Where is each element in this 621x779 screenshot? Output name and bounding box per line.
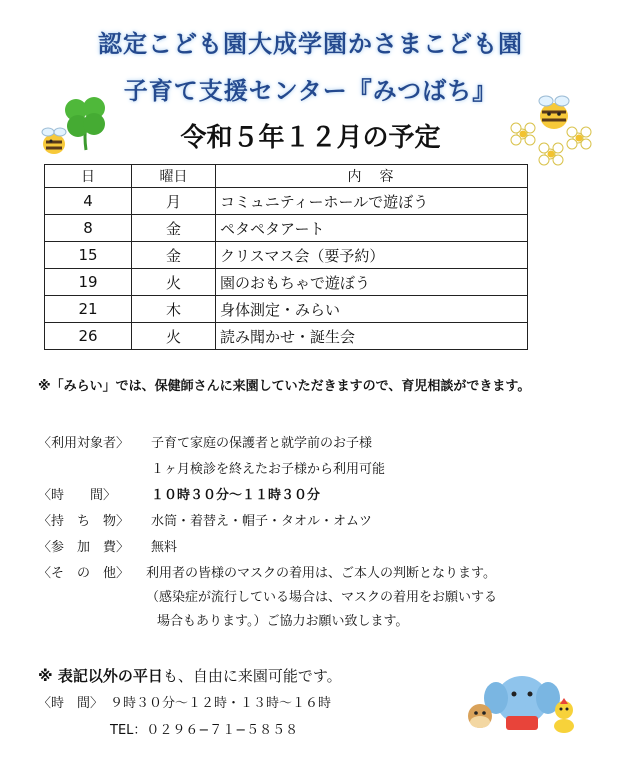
weekday-note-prefix: ※ xyxy=(38,667,58,685)
cell-day: 21 xyxy=(45,296,132,323)
cell-content: 園のおもちゃで遊ぼう xyxy=(216,269,528,296)
fee-value: 無料 xyxy=(151,540,178,555)
clover-bee-icon xyxy=(34,88,114,168)
hours-value: ９時３０分〜１２時・１３時〜１６時 xyxy=(110,696,332,711)
cell-day: 26 xyxy=(45,323,132,350)
title-line1: 認定こども園大成学園かさまこども園 xyxy=(98,30,523,58)
cell-day: 19 xyxy=(45,269,132,296)
other-line1: 利用者の皆様のマスクの着用は、ご本人の判断となります。 xyxy=(146,566,496,581)
table-row xyxy=(45,323,528,350)
weekday-note xyxy=(38,665,342,686)
cell-weekday: 火 xyxy=(132,323,216,350)
cell-content: ペタペタアート xyxy=(216,215,528,242)
target-line1: 子育て家庭の保護者と就学前のお子様 xyxy=(151,436,373,451)
cell-content: 身体測定・みらい xyxy=(216,296,528,323)
cell-content: 読み聞かせ・誕生会 xyxy=(216,323,528,350)
weekday-note-bold: 表記以外の平日 xyxy=(57,667,163,685)
cell-day: 15 xyxy=(45,242,132,269)
schedule-table xyxy=(44,164,528,350)
other-line2: （感染症が流行している場合は、マスクの着用をお願いする xyxy=(146,590,498,605)
time-label: 〈時 間〉 xyxy=(38,488,117,503)
cell-day: 8 xyxy=(45,215,132,242)
cell-weekday: 金 xyxy=(132,215,216,242)
other-line3: 場合もあります。）ご協力お願い致します。 xyxy=(157,614,409,629)
target-row xyxy=(38,432,372,451)
table-row xyxy=(45,296,528,323)
target-line2: １ヶ月検診を終えたお子様から利用可能 xyxy=(151,462,386,477)
cell-weekday: 金 xyxy=(132,242,216,269)
elephant-animals-icon xyxy=(464,660,580,736)
cell-content: クリスマス会（要予約） xyxy=(216,242,528,269)
header-weekday: 曜日 xyxy=(132,165,216,188)
target-label: 〈利用対象者〉 xyxy=(38,436,130,451)
header-day: 日 xyxy=(45,165,132,188)
title-line2: 子育て支援センター『みつばち』 xyxy=(123,77,498,105)
items-label: 〈持 ち 物〉 xyxy=(38,514,130,529)
table-row xyxy=(45,269,528,296)
table-row xyxy=(45,188,528,215)
mirai-note: ※「みらい」では、保健師さんに来園していただきますので、育児相談ができます。 xyxy=(38,379,531,394)
fee-row xyxy=(38,536,177,555)
other-row xyxy=(38,562,496,581)
tel: TEL：０２９６−７１−５８５８ xyxy=(110,723,299,738)
page-title: 令和５年１２月の予定 xyxy=(180,123,441,153)
items-row xyxy=(38,510,372,529)
other-label: 〈そ の 他〉 xyxy=(38,566,130,581)
cell-day: 4 xyxy=(45,188,132,215)
table-header-row xyxy=(45,165,528,188)
cell-weekday: 火 xyxy=(132,269,216,296)
weekday-note-rest: も、自由に来園可能です。 xyxy=(162,667,342,685)
hours-row xyxy=(38,692,331,711)
cell-weekday: 月 xyxy=(132,188,216,215)
fee-label: 〈参 加 費〉 xyxy=(38,540,130,555)
items-value: 水筒・着替え・帽子・タオル・オムツ xyxy=(151,514,373,529)
time-value: １０時３０分〜１１時３０分 xyxy=(151,488,321,503)
hours-label: 〈時 間〉 xyxy=(38,696,104,711)
cell-content: コミュニティーホールで遊ぼう xyxy=(216,188,528,215)
table-row xyxy=(45,242,528,269)
time-row xyxy=(38,484,320,503)
cell-weekday: 木 xyxy=(132,296,216,323)
table-row xyxy=(45,215,528,242)
header-content: 内 容 xyxy=(216,165,528,188)
